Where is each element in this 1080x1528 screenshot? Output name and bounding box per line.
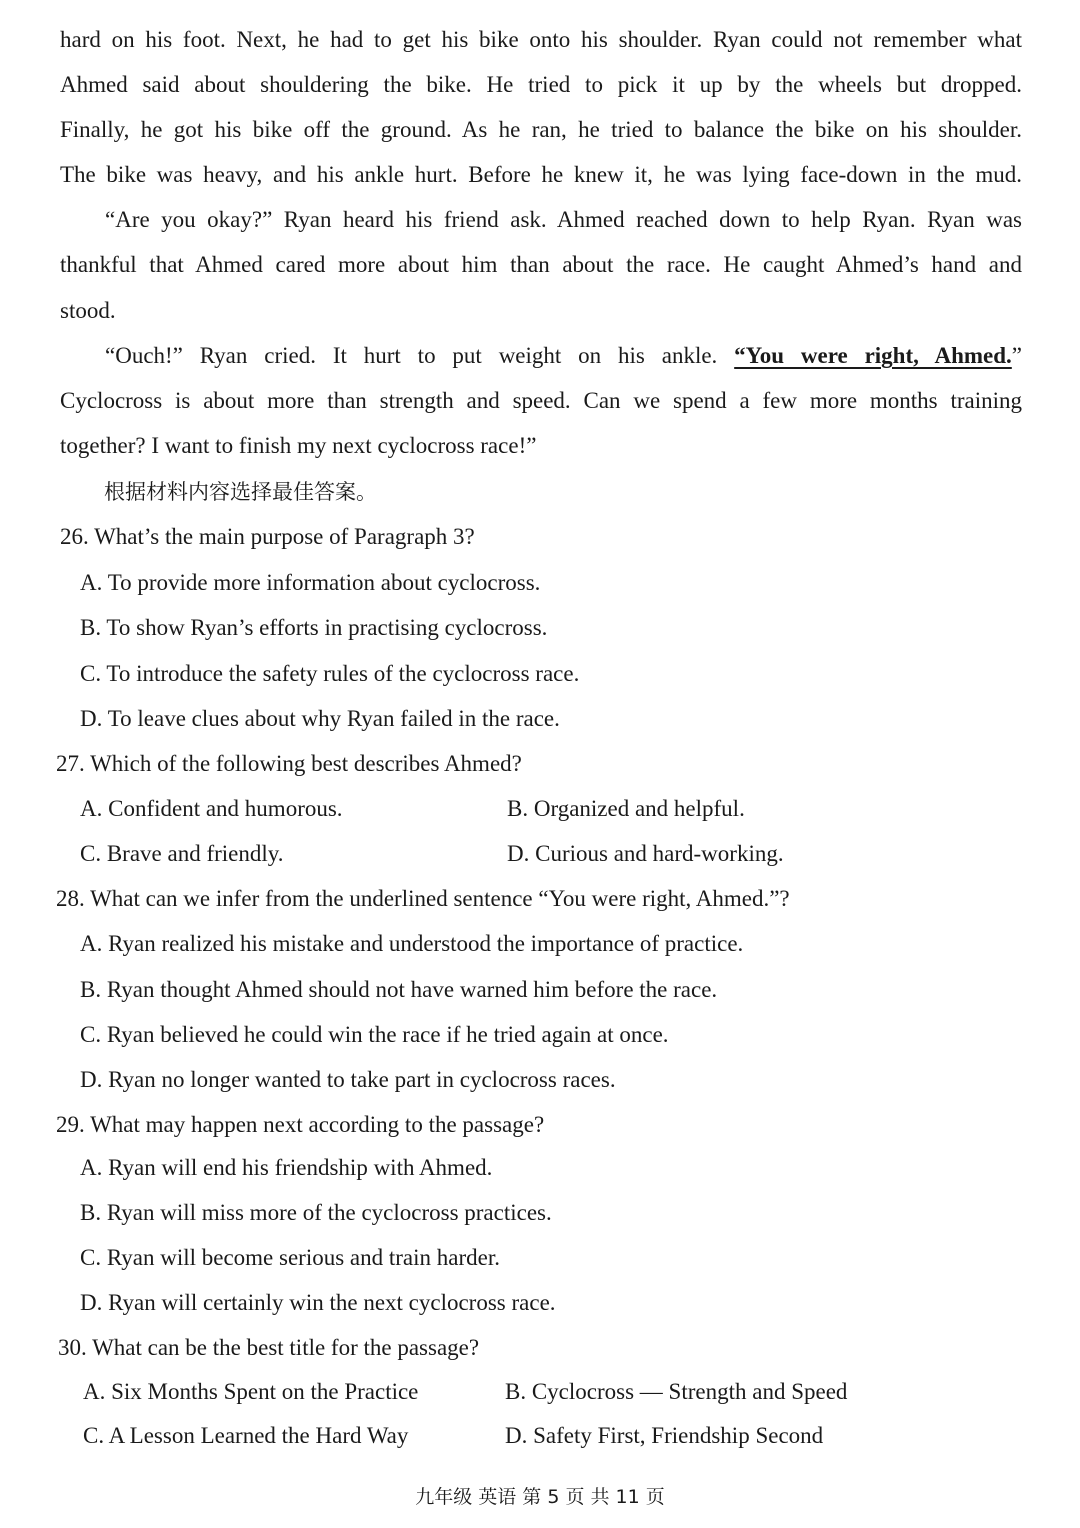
- option-29-b: B. Ryan will miss more of the cyclocross practices.: [80, 1200, 552, 1225]
- option-30-a: A. Six Months Spent on the Practice: [83, 1379, 419, 1404]
- option-30-d: D. Safety First, Friendship Second: [505, 1423, 824, 1448]
- ouch-text: “Ouch!” Ryan cried. It hurt to put weight on his ankle.: [105, 343, 718, 368]
- option-28-a: A. Ryan realized his mistake and understood the importance of practice.: [80, 931, 744, 956]
- option-28-d: D. Ryan no longer wanted to take part in cyclocross races.: [80, 1067, 616, 1092]
- passage-line: Ahmed said about shouldering the bike. He tried to pick it up by the wheels but dropped.: [60, 72, 1022, 97]
- option-27-c: C. Brave and friendly.: [80, 841, 284, 866]
- option-29-d: D. Ryan will certainly win the next cyclocross race.: [80, 1290, 556, 1315]
- passage-line: hard on his foot. Next, he had to get his bike onto his shoulder. Ryan could not remember what: [60, 27, 1022, 52]
- passage-line: Finally, he got his bike off the ground. As he ran, he tried to balance the bike on his shoulder.: [60, 117, 1022, 142]
- option-27-a: A. Confident and humorous.: [80, 796, 343, 821]
- option-29-a: A. Ryan will end his friendship with Ahmed.: [80, 1155, 493, 1180]
- option-27-b: B. Organized and helpful.: [507, 796, 745, 821]
- instruction-text: 根据材料内容选择最佳答案。: [104, 480, 377, 504]
- page-footer: 九年级 英语 第 5 页 共 11 页: [415, 1486, 665, 1508]
- option-28-c: C. Ryan believed he could win the race if he tried again at once.: [80, 1022, 669, 1047]
- question-stem-28: 28. What can we infer from the underlined sentence “You were right, Ahmed.”?: [56, 886, 790, 911]
- option-30-c: C. A Lesson Learned the Hard Way: [83, 1423, 409, 1448]
- option-27-d: D. Curious and hard-working.: [507, 841, 784, 866]
- option-28-b: B. Ryan thought Ahmed should not have warned him before the race.: [80, 977, 718, 1002]
- passage-line: thankful that Ahmed cared more about him than about the race. He caught Ahmed’s hand and: [60, 252, 1022, 277]
- closing-quote: ”: [1011, 343, 1023, 368]
- option-29-c: C. Ryan will become serious and train harder.: [80, 1245, 500, 1270]
- passage-line-ouch: [105, 341, 1022, 371]
- option-26-d: D. To leave clues about why Ryan failed in the race.: [80, 706, 560, 731]
- question-stem-26: 26. What’s the main purpose of Paragraph 3?: [60, 524, 475, 549]
- passage-line: together? I want to finish my next cyclocross race!”: [60, 433, 537, 458]
- option-26-a: A. To provide more information about cyclocross.: [80, 570, 541, 595]
- question-stem-27: 27. Which of the following best describes Ahmed?: [56, 751, 522, 776]
- underlined-sentence: “You were right, Ahmed.: [734, 343, 1012, 368]
- option-30-b: B. Cyclocross — Strength and Speed: [505, 1379, 848, 1404]
- passage-line: The bike was heavy, and his ankle hurt. Before he knew it, he was lying face-down in the mud.: [60, 162, 1022, 187]
- passage-line: stood.: [60, 298, 116, 323]
- option-26-b: B. To show Ryan’s efforts in practising cyclocross.: [80, 615, 548, 640]
- question-stem-29: 29. What may happen next according to the passage?: [56, 1112, 545, 1137]
- option-26-c: C. To introduce the safety rules of the cyclocross race.: [80, 661, 580, 686]
- passage-line: Cyclocross is about more than strength and speed. Can we spend a few more months training: [60, 388, 1022, 413]
- question-stem-30: 30. What can be the best title for the passage?: [58, 1335, 480, 1360]
- passage-line: “Are you okay?” Ryan heard his friend ask. Ahmed reached down to help Ryan. Ryan was: [105, 207, 1022, 232]
